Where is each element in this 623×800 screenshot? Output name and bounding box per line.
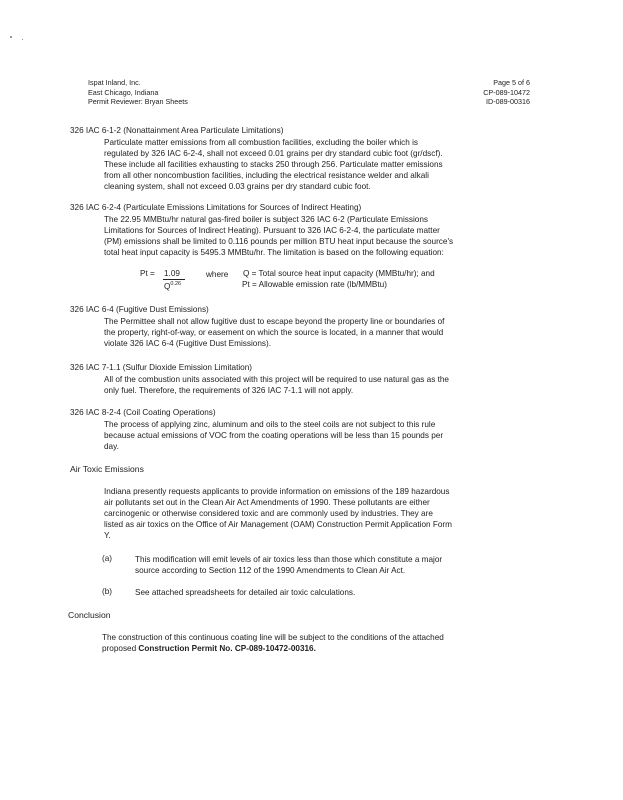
header-reviewer: Permit Reviewer: Bryan Sheets <box>88 97 188 106</box>
text-line: The Permittee shall not allow fugitive dust to escape beyond the property line or boundaries of <box>104 317 445 326</box>
text-line: Particulate matter emissions from all combustion facilities, excluding the boiler which is <box>104 138 418 147</box>
text-line: Y. <box>104 531 111 540</box>
equation-exponent: 0.26 <box>170 281 182 287</box>
conclusion-prefix: proposed <box>102 644 139 653</box>
text-line: carcinogenic or otherwise considered toxic and are commonly used by industries. They are <box>104 509 433 518</box>
list-item-label-a: (a) <box>102 554 113 563</box>
list-item-b <box>135 587 355 598</box>
list-item-a <box>135 554 442 576</box>
section-body-7-1-1 <box>104 374 449 396</box>
header-company: Ispat Inland, Inc. <box>88 78 141 87</box>
text-line: regulated by 326 IAC 6-2-4, shall not exceed 0.01 grains per dry standard cubic foot (gr/dscf). <box>104 149 443 158</box>
text-line: source according to Section 112 of the 1990 Amendments to Clean Air Act. <box>135 566 406 575</box>
permit-number-reference: Construction Permit No. CP-089-10472-00316. <box>138 644 316 653</box>
header-left <box>88 78 188 107</box>
text-line: Limitations for Sources of Indirect Heating). Pursuant to 326 IAC 6-2-4, the particulate matter <box>104 226 440 235</box>
air-toxic-body <box>104 486 452 541</box>
section-title-6-1-2: 326 IAC 6-1-2 (Nonattainment Area Particulate Limitations) <box>70 126 284 135</box>
equation-q-definition: Q = Total source heat input capacity (MMBtu/hr); and <box>243 269 435 278</box>
header-location: East Chicago, Indiana <box>88 87 159 97</box>
text-line: air pollutants set out in the Clean Air Act Amendments of 1990. These pollutants are either <box>104 498 430 507</box>
header-page-number: Page 5 of 6 <box>493 78 530 87</box>
equation-where: where <box>206 270 229 279</box>
fraction-bar <box>163 279 185 280</box>
text-line: All of the combustion units associated with this project will be required to use natural gas as the <box>104 375 449 384</box>
section-body-6-4 <box>104 316 444 349</box>
text-line: from all other noncombustion facilities, including the electrical resistance welder and alkali <box>104 171 429 180</box>
text-line: violate 326 IAC 6-4 (Fugitive Dust Emissions). <box>104 339 271 348</box>
text-line: See attached spreadsheets for detailed air toxic calculations. <box>135 588 356 597</box>
text-line: These include all facilities exhausting to stacks 250 through 256. Particulate matter emissions <box>104 160 443 169</box>
text-line: The construction of this continuous coating line will be subject to the conditions of the attached <box>102 633 444 642</box>
header-permit-number: CP-089-10472 <box>483 87 530 97</box>
heading-air-toxic-emissions: Air Toxic Emissions <box>70 464 144 474</box>
text-line: Indiana presently requests applicants to provide information on emissions of the 189 hazardous <box>104 487 450 496</box>
equation-denominator-symbol: Q <box>164 282 171 291</box>
section-title-6-4: 326 IAC 6-4 (Fugitive Dust Emissions) <box>70 305 209 314</box>
equation-lhs: Pt = <box>140 269 155 278</box>
header-source-id: ID-089-00316 <box>486 97 530 106</box>
text-line: the property, right-of-way, or easement on which the source is located, in a manner that would <box>104 328 444 337</box>
text-line: cleaning system, shall not exceed 0.03 grains per dry standard cubic foot. <box>104 182 371 191</box>
section-title-7-1-1: 326 IAC 7-1.1 (Sulfur Dioxide Emission Limitation) <box>70 363 253 372</box>
scan-speck <box>10 36 12 38</box>
text-line: day. <box>104 442 119 451</box>
section-body-8-2-4 <box>104 419 443 452</box>
equation-numerator: 1.09 <box>164 269 180 278</box>
text-line: This modification will emit levels of air toxics less than those which constitute a major <box>135 555 443 564</box>
text-line: listed as air toxics on the Office of Air Management (OAM) Construction Permit Application Form <box>104 520 452 529</box>
equation-pt-definition: Pt = Allowable emission rate (lb/MMBtu) <box>242 280 387 289</box>
text-line: The process of applying zinc, aluminum and oils to the steel coils are not subject to this rule <box>104 420 436 429</box>
text-line: total heat input capacity is 5495.3 MMBtu/hr. The limitation is based on the following equation: <box>104 248 444 257</box>
equation-denominator <box>164 281 181 291</box>
scan-speck <box>22 39 23 40</box>
section-title-8-2-4: 326 IAC 8-2-4 (Coil Coating Operations) <box>70 408 216 417</box>
text-line: (PM) emissions shall be limited to 0.116 pounds per million BTU heat input because the source's <box>104 237 454 246</box>
section-title-6-2-4: 326 IAC 6-2-4 (Particulate Emissions Limitations for Sources of Indirect Heating) <box>70 203 362 212</box>
text-line: The 22.95 MMBtu/hr natural gas-fired boiler is subject 326 IAC 6-2 (Particulate Emissions <box>104 215 429 224</box>
text-line: only fuel. Therefore, the requirements of 326 IAC 7-1.1 will not apply. <box>104 386 354 395</box>
section-body-6-1-2 <box>104 137 443 192</box>
header-right <box>483 78 530 107</box>
list-item-label-b: (b) <box>102 587 113 596</box>
section-body-6-2-4 <box>104 214 453 258</box>
heading-conclusion: Conclusion <box>68 610 111 620</box>
conclusion-body <box>102 632 444 654</box>
text-line: because actual emissions of VOC from the coating operations will be less than 15 pounds per <box>104 431 444 440</box>
text-line <box>102 643 444 654</box>
